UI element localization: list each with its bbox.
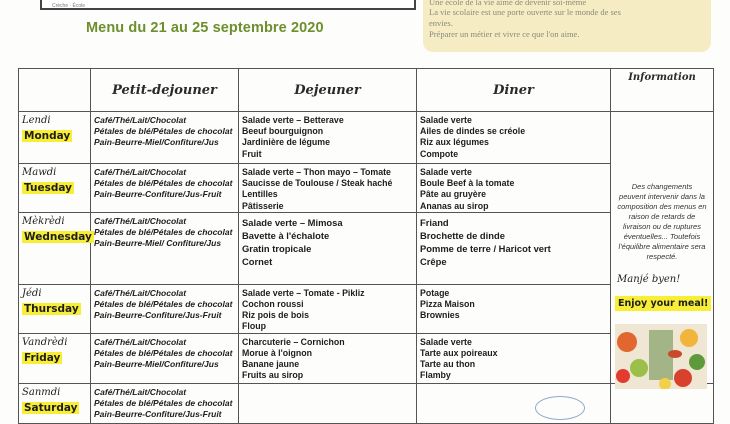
day-english-label: Monday: [24, 130, 71, 142]
menu-item: Salade verte – Mimosa: [242, 216, 343, 228]
table-row: [19, 383, 714, 423]
petit-dejeuner-cell: [91, 284, 239, 333]
information-line: peuvent intervenir dans la: [619, 192, 705, 201]
menu-item: Lentilles: [242, 189, 278, 200]
menu-item: Salade verte – Tomate - Pikliz: [242, 287, 365, 298]
menu-item: Tarte aux poireaux: [420, 347, 498, 358]
menu-item: Café/Thé/Lait/Chocolat: [94, 115, 187, 125]
table-row: [19, 333, 714, 383]
menu-item: Floup: [242, 321, 266, 332]
table-row: [19, 212, 714, 284]
menu-item: Tarte au thon: [420, 359, 476, 370]
menu-item: Bavette à l'échalote: [242, 229, 330, 241]
menu-item: Pain-Beurre-Confiture/Jus-Fruit: [94, 189, 222, 199]
menu-item: Pain-Beurre-Miel/ Confiture/Jus: [94, 237, 222, 248]
table-header-row: [19, 69, 714, 112]
menu-item: Morue à l'oignon: [242, 347, 313, 358]
information-cell-empty: [611, 383, 714, 423]
information-line: respecté.: [646, 252, 678, 261]
day-creole-label: Sanmdi: [22, 386, 61, 398]
day-cell: [19, 164, 91, 213]
day-english-label: Friday: [24, 351, 61, 364]
menu-item: Pomme de terre / Haricot vert: [420, 242, 551, 254]
menu-item: Riz aux légumes: [420, 137, 489, 148]
menu-item: Pain-Beurre-Confiture/Jus-Fruit: [94, 309, 222, 320]
menu-item: Café/Thé/Lait/Chocolat: [94, 386, 187, 397]
day-creole-label: Vandrèdi: [22, 336, 68, 348]
information-line: Des changements: [631, 182, 693, 191]
menu-item: Pain-Beurre-Miel/Confiture/Jus: [94, 137, 219, 147]
menu-item: Boule Beef à la tomate: [420, 178, 515, 189]
menu-item: Jardinière de légume: [242, 137, 331, 148]
menu-item: Pétales de blé/Pétales de chocolat: [94, 226, 233, 237]
vegetables-image: [615, 324, 707, 389]
menu-item: Charcuterie – Cornichon: [242, 336, 345, 347]
note-line: La vie scolaire est une porte ouverte sur le monde de ses: [429, 7, 621, 17]
day-cell: [19, 112, 91, 164]
menu-item: Crêpe: [420, 255, 447, 267]
note-box: [423, 0, 711, 52]
column-header-diner: Diner: [417, 69, 611, 112]
information-cell: [611, 112, 714, 384]
menu-item: Pétales de blé/Pétales de chocolat: [94, 178, 233, 188]
menu-item: Banane jaune: [242, 359, 300, 370]
column-header-information: Information: [611, 69, 714, 112]
enjoy-label: Enjoy your meal!: [615, 296, 711, 311]
header-small-text: Crèche · École: [52, 3, 86, 9]
menu-item: Riz pois de bois: [242, 310, 309, 321]
information-line: éventuelles... Toutefois: [623, 232, 701, 241]
dejeuner-cell: [239, 164, 417, 213]
petit-dejeuner-cell: [91, 383, 239, 423]
menu-item: Pétales de blé/Pétales de chocolat: [94, 126, 233, 136]
day-creole-label: Mawdi: [22, 167, 57, 178]
day-creole-label: Lendi: [22, 115, 51, 126]
diner-cell: [417, 284, 611, 333]
column-header-day: [19, 69, 91, 112]
menu-item: Potage: [420, 287, 450, 298]
table-row: [19, 164, 714, 213]
manje-label: Manjé byen!: [617, 274, 681, 285]
day-english-label: Tuesday: [24, 182, 72, 194]
stamp: [535, 396, 585, 420]
dejeuner-cell: [239, 333, 417, 383]
day-cell: [19, 284, 91, 333]
petit-dejeuner-cell: [91, 212, 239, 284]
menu-item: Brownies: [420, 310, 460, 321]
menu-item: Salade verte – Thon mayo – Tomate: [242, 167, 391, 177]
menu-item: Flamby: [420, 370, 451, 381]
table-row: [19, 112, 714, 164]
column-header-petit-dejeuner: Petit-dejouner: [91, 69, 239, 112]
day-creole-label: Jédi: [22, 287, 42, 299]
information-text: [611, 182, 713, 262]
petit-dejeuner-cell: [91, 112, 239, 164]
menu-item: Pizza Maison: [420, 299, 475, 310]
menu-item: Cochon roussi: [242, 299, 304, 310]
menu-item: Pétales de blé/Pétales de chocolat: [94, 347, 233, 358]
menu-item: Ailes de dindes se créole: [420, 126, 526, 137]
menu-item: Beeuf bourguignon: [242, 126, 324, 137]
day-english-label: Saturday: [24, 401, 78, 414]
menu-item: Pain-Beurre-Confiture/Jus-Fruit: [94, 408, 222, 419]
diner-cell: [417, 212, 611, 284]
menu-item: Salade verte – Betterave: [242, 115, 344, 125]
header-frame: [40, 0, 416, 10]
menu-item: Brochette de dinde: [420, 229, 505, 241]
menu-item: Cornet: [242, 255, 273, 267]
menu-item: Pâte au gruyère: [420, 189, 487, 200]
menu-item: Café/Thé/Lait/Chocolat: [94, 287, 187, 298]
diner-cell: [417, 164, 611, 213]
petit-dejeuner-cell: [91, 164, 239, 213]
information-line: raison de retards de: [628, 212, 696, 221]
diner-cell: [417, 112, 611, 164]
note-line: envies.: [429, 18, 453, 28]
menu-item: Pain-Beurre-Miel/Confiture/Jus: [94, 358, 219, 369]
day-cell: [19, 212, 91, 284]
menu-item: Salade verte: [420, 167, 472, 177]
menu-item: Pétales de blé/Pétales de chocolat: [94, 397, 233, 408]
menu-item: Café/Thé/Lait/Chocolat: [94, 167, 187, 177]
column-header-dejeuner: Dejeuner: [239, 69, 417, 112]
menu-item: Pâtisserie: [242, 200, 284, 211]
day-cell: [19, 383, 91, 423]
menu-table: [18, 68, 713, 419]
dejeuner-cell: [239, 212, 417, 284]
menu-item: Friand: [420, 216, 449, 228]
day-english-label: Thursday: [24, 302, 79, 315]
petit-dejeuner-cell: [91, 333, 239, 383]
day-english-label: Wednesday: [24, 230, 92, 243]
note-line: Préparer un métier et vivre ce que l'on aime.: [429, 29, 580, 39]
note-line: Une école de la vie aimé de devenir soi-même: [429, 0, 587, 7]
menu-item: Salade verte: [420, 115, 472, 125]
dejeuner-cell: [239, 383, 417, 423]
menu-item: Compote: [420, 148, 459, 159]
information-line: l'équilibre alimentaire sera: [618, 242, 706, 251]
menu-item: Café/Thé/Lait/Chocolat: [94, 215, 187, 226]
dejeuner-cell: [239, 284, 417, 333]
diner-cell: [417, 333, 611, 383]
menu-item: Pétales de blé/Pétales de chocolat: [94, 298, 233, 309]
menu-item: Fruits au sirop: [242, 370, 304, 381]
information-line: livraison ou de ruptures: [623, 222, 701, 231]
day-cell: [19, 333, 91, 383]
page-title: Menu du 21 au 25 septembre 2020: [86, 20, 324, 36]
menu-item: Salade verte: [420, 336, 472, 347]
menu-item: Fruit: [242, 148, 262, 159]
menu-item: Ananas au sirop: [420, 200, 489, 211]
day-creole-label: Mèkrèdi: [22, 215, 65, 227]
menu-item: Gratin tropicale: [242, 242, 312, 254]
table-row: [19, 284, 714, 333]
menu-item: Café/Thé/Lait/Chocolat: [94, 336, 187, 347]
vegetables-illustration: [615, 324, 707, 389]
menu-item: Saucisse de Toulouse / Steak haché: [242, 178, 393, 189]
information-line: composition des menus en: [617, 202, 707, 211]
dejeuner-cell: [239, 112, 417, 164]
